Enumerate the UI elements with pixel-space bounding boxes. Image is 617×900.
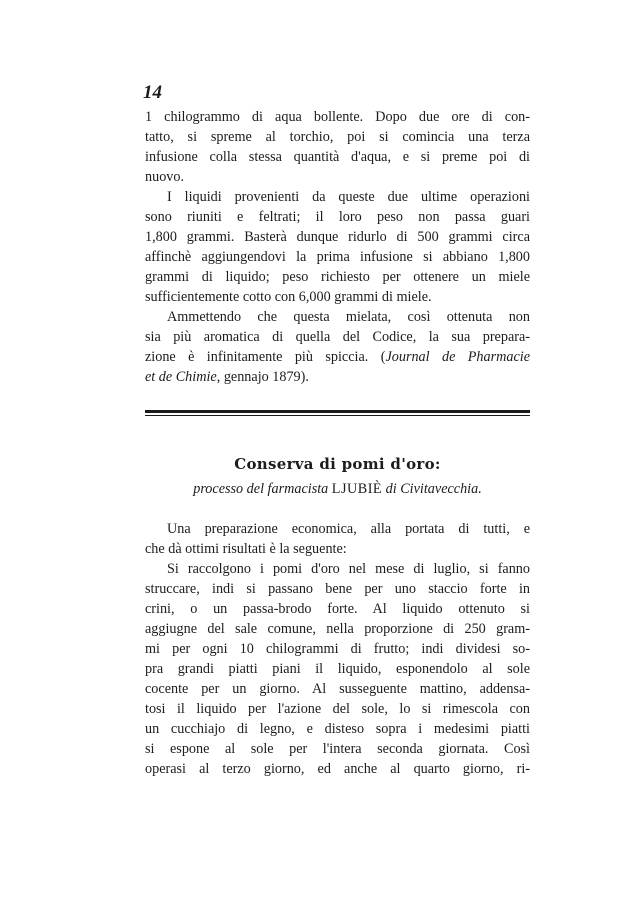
subtitle-prefix: processo del farmacista	[193, 481, 332, 497]
text-line: 1 chilogrammo di aqua bollente. Dopo due ore di con-	[145, 109, 530, 125]
text-line: si espone al sole per l'intera seconda giornata. Così	[145, 741, 530, 757]
citation-journal-cont: et de Chimie	[145, 369, 217, 385]
text-line	[145, 368, 530, 386]
text-line: struccare, indi si passano bene per uno staccio forte in	[145, 581, 530, 597]
text-line: cocente per un giorno. Al susseguente mattino, addensa-	[145, 681, 530, 697]
text-line: sono riuniti e feltrati; il loro peso non passa guari	[145, 209, 530, 225]
divider-thin-line	[145, 415, 530, 416]
citation-date: , gennajo 1879).	[216, 369, 309, 385]
subtitle-suffix: di Civitavecchia.	[382, 481, 482, 497]
text-line: grammi di liquido; peso richiesto per ottenere un miele	[145, 269, 530, 285]
divider-thick-line	[145, 410, 530, 413]
text-line: I liquidi provenienti da queste due ultime operazioni	[167, 189, 530, 205]
text-line: sufficientemente cotto con 6,000 grammi di miele.	[145, 289, 432, 305]
text-line: 1,800 grammi. Basterà dunque ridurlo di 500 grammi circa	[145, 229, 530, 245]
text-line: che dà ottimi risultati è la seguente:	[145, 541, 347, 557]
text-fragment: zione è infinitamente più spiccia.	[145, 349, 369, 365]
section-title: Conserva di pomi d'oro:	[234, 455, 441, 473]
text-line: operasi al terzo giorno, ed anche al quarto giorno, ri-	[145, 761, 530, 777]
text-line: nuovo.	[145, 169, 185, 185]
text-line: sia più aromatica di quella del Codice, la sua prepara-	[145, 329, 530, 345]
text-line: tosi il liquido per l'azione del sole, lo si rimescola con	[145, 701, 530, 717]
text-line: Una preparazione economica, alla portata di tutti, e	[167, 521, 530, 537]
text-line: crini, o un passa-brodo forte. Al liquido ottenuto si	[145, 601, 530, 617]
text-line: pra grandi piatti piani il liquido, esponendolo al sole	[145, 661, 530, 677]
text-line: infusione colla stessa quantità d'aqua, e si preme poi di	[145, 149, 530, 165]
text-line	[145, 348, 530, 366]
text-line: aggiugne del sale comune, nella proporzione di 250 gram-	[145, 621, 530, 637]
section-2-text	[145, 520, 530, 780]
text-line: Ammettendo che questa mielata, così ottenuta non	[167, 309, 530, 325]
section-1-text	[145, 108, 531, 385]
text-line: tatto, si spreme al torchio, poi si comincia una terza	[145, 129, 530, 145]
citation-open: (	[380, 349, 386, 365]
citation-journal: Journal de Pharmacie	[385, 349, 531, 365]
section-divider	[145, 410, 530, 418]
text-line: un cucchiajo di legno, e disteso sopra i medesimi piatti	[145, 721, 530, 737]
page-number: 14	[143, 82, 162, 103]
text-line: mi per ogni 10 chilogrammi di frutto; indi dividesi so-	[145, 641, 530, 657]
subtitle-name: LJUBIÈ	[331, 481, 383, 497]
section-subtitle	[145, 481, 530, 498]
text-line: Si raccolgono i pomi d'oro nel mese di luglio, si fanno	[167, 561, 530, 577]
text-line: affinchè aggiungendovi la prima infusione si abbiano 1,800	[145, 249, 530, 265]
